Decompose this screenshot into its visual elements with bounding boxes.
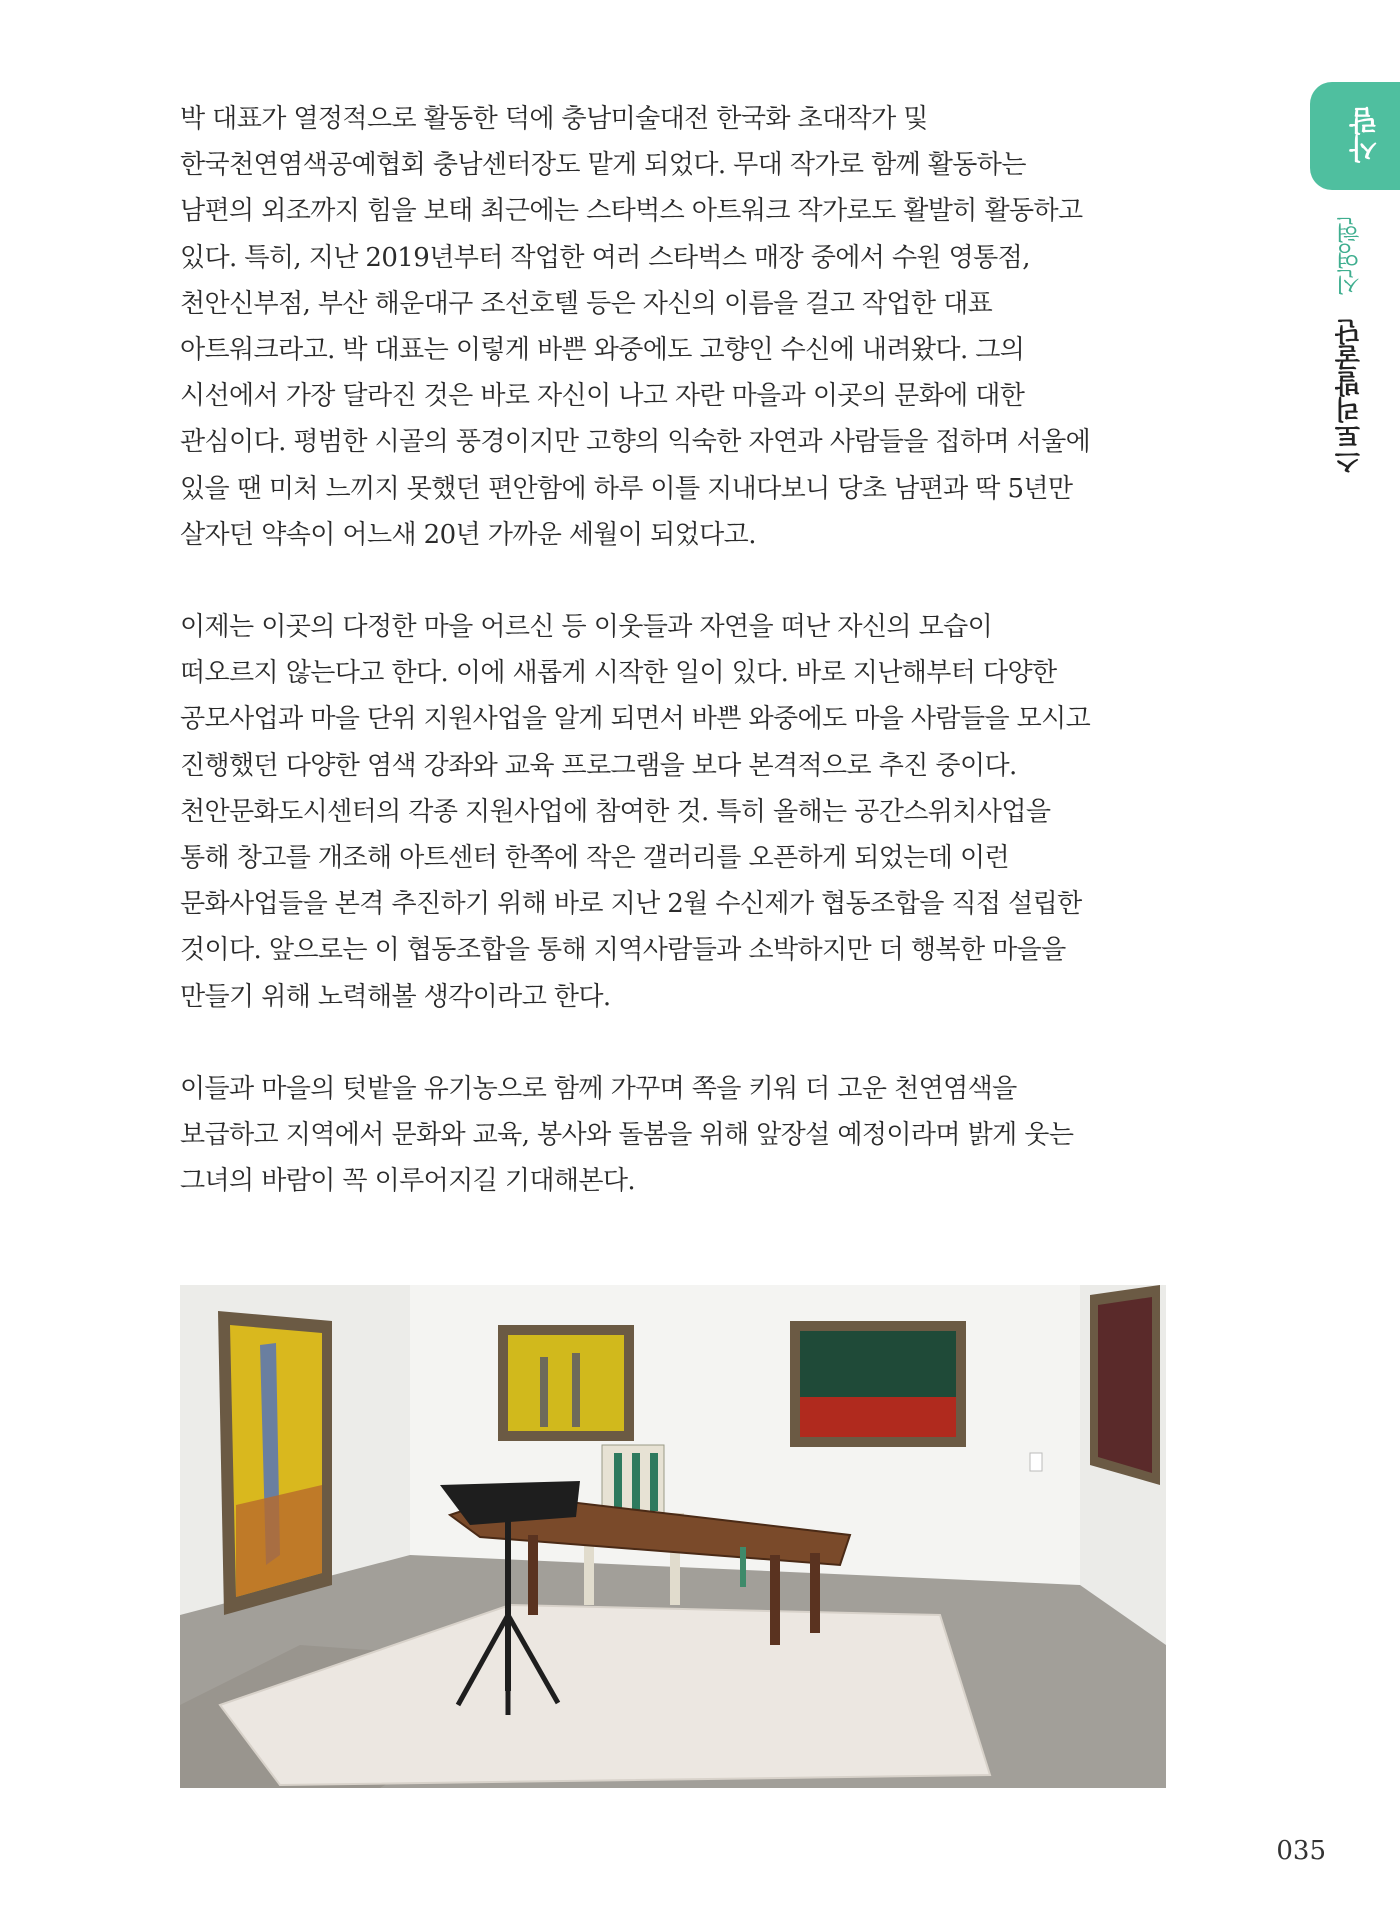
text-line: 아트워크라고. 박 대표는 이렇게 바쁜 와중에도 고향인 수신에 내려왔다. 그의 <box>180 335 1025 366</box>
text-line: 시선에서 가장 달라진 것은 바로 자신이 나고 자란 마을과 이곳의 문화에 대한 <box>180 381 1025 412</box>
gallery-photo <box>180 1285 1166 1788</box>
text-line: 있을 땐 미처 느끼지 못했던 편안함에 하루 이틀 지내다보니 당초 남편과 딱 5년만 <box>180 473 1073 504</box>
text-line: 한국천연염색공예협회 충남센터장도 맡게 되었다. 무대 작가로 함께 활동하는 <box>180 150 1026 181</box>
paragraph-1 <box>180 96 1120 558</box>
text-line: 천안문화도시센터의 각종 지원사업에 참여한 것. 특히 올해는 공간스위치사업을 <box>180 796 1051 827</box>
text-line: 이들과 마을의 텃밭을 유기농으로 함께 가꾸며 쪽을 키워 더 고운 천연염색을 <box>180 1073 1017 1104</box>
text-line: 박 대표가 열정적으로 활동한 덕에 충남미술대전 한국화 초대작가 및 <box>180 104 928 134</box>
text-line: 통해 창고를 개조해 아트센터 한쪽에 작은 갤러리를 오픈하게 되었는데 이런 <box>180 843 1009 874</box>
text-line: 관심이다. 평범한 시골의 풍경이지만 고향의 익숙한 자연과 사람들을 접하며 서울에 <box>180 427 1091 458</box>
section-tab <box>1310 82 1400 190</box>
text-line: 문화사업들을 본격 추진하기 위해 바로 지난 2월 수신제가 협동조합을 직접 설립한 <box>180 889 1082 920</box>
text-line: 것이다. 앞으로는 이 협동조합을 통해 지역사람들과 소박하지만 더 행복한 마을을 <box>180 935 1066 966</box>
gallery-photo-illustration <box>180 1285 1166 1788</box>
side-section-title: 스토리발굴단 <box>1335 319 1365 475</box>
text-line: 공모사업과 마을 단위 지원사업을 알게 되면서 바쁜 와중에도 마을 사람들을 모시고 <box>180 704 1091 735</box>
text-line: 그녀의 바람이 꼭 이루어지길 기대해본다. <box>180 1166 636 1197</box>
text-line: 남편의 외조까지 힘을 보태 최근에는 스타벅스 아트워크 작가로도 활발히 활동하고 <box>180 196 1083 227</box>
section-tab-label: 사람 <box>1348 107 1381 163</box>
paragraph-3 <box>180 1066 1120 1205</box>
text-line: 천안신부점, 부산 해운대구 조선호텔 등은 자신의 이름을 걸고 작업한 대표 <box>180 288 993 319</box>
page-number: 035 <box>1276 1836 1326 1866</box>
article-body <box>180 96 1120 1250</box>
text-line: 보급하고 지역에서 문화와 교육, 봉사와 돌봄을 위해 앞장설 예정이라며 밝게 웃는 <box>180 1120 1074 1151</box>
text-line: 떠오르지 않는다고 한다. 이에 새롭게 시작한 일이 있다. 바로 지난해부터 다양한 <box>180 658 1057 689</box>
text-line: 살자던 약속이 어느새 20년 가까운 세월이 되었다고. <box>180 519 756 550</box>
text-line: 진행했던 다양한 염색 강좌와 교육 프로그램을 보다 본격적으로 추진 중이다. <box>180 750 1017 781</box>
paragraph-2 <box>180 604 1120 1020</box>
text-line: 이제는 이곳의 다정한 마을 어르신 등 이웃들과 자연을 떠난 자신의 모습이 <box>180 612 993 643</box>
side-header <box>1330 216 1380 475</box>
text-line: 있다. 특히, 지난 2019년부터 작업한 여러 스타벅스 매장 중에서 수원 영통점, <box>180 242 1030 273</box>
text-line: 만들기 위해 노력해볼 생각이라고 한다. <box>180 981 611 1012</box>
side-author-name: 신영현 <box>1335 216 1365 295</box>
